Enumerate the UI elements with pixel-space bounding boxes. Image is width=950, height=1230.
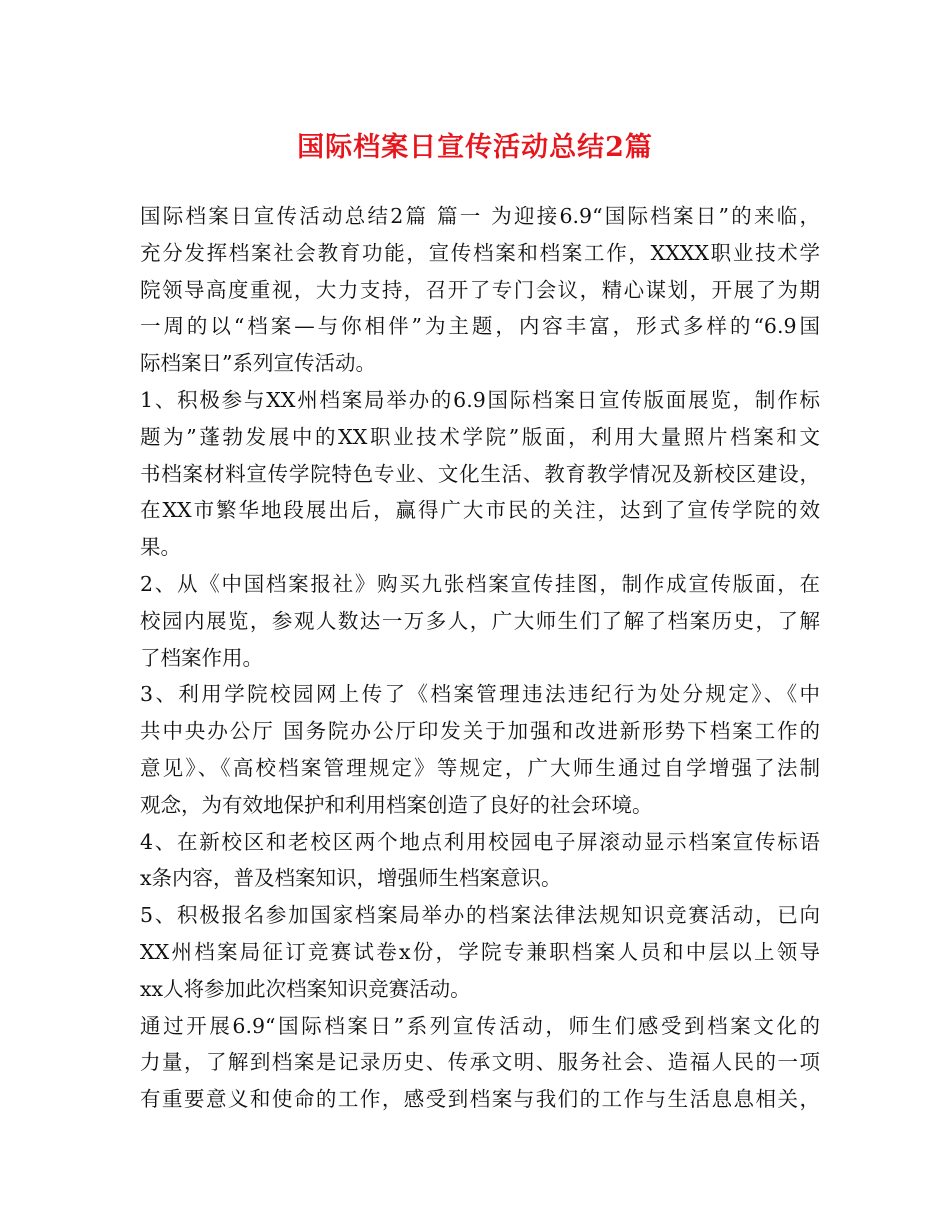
text-line: 力量，了解到档案是记录历史、传承文明、服务社会、造福人民的一项 (140, 1050, 820, 1075)
text-line: 果。 (140, 535, 181, 560)
text-line: x条内容，普及档案知识，增强师生档案意识。 (140, 866, 562, 891)
text-line: 书档案材料宣传学院特色专业、文化生活、教育教学情况及新校区建设， (140, 461, 820, 486)
text-line: 4、在新校区和老校区两个地点利用校园电子屏滚动显示档案宣传标语 (140, 829, 820, 854)
text-line: 在XX市繁华地段展出后，赢得广大市民的关注，达到了宣传学院的效 (140, 498, 820, 523)
text-line: XX州档案局征订竞赛试卷x份，学院专兼职档案人员和中层以上领导 (140, 939, 820, 964)
text-line: 有重要意义和使命的工作，感受到档案与我们的工作与生活息息相关， (140, 1087, 820, 1112)
text-line: 通过开展6.9“国际档案日”系列宣传活动，师生们感受到档案文化的 (140, 1013, 820, 1038)
text-line: 充分发挥档案社会教育功能，宣传档案和档案工作，XXXX职业技术学 (140, 240, 820, 265)
text-line: 2、从《中国档案报社》购买九张档案宣传挂图，制作成宣传版面，在 (140, 571, 820, 596)
text-line: 共中央办公厅 国务院办公厅印发关于加强和改进新形势下档案工作的 (140, 719, 820, 744)
text-line: 1、积极参与XX州档案局举办的6.9国际档案日宣传版面展览，制作标 (140, 387, 820, 412)
text-line: 意见》、《高校档案管理规定》等规定，广大师生通过自学增强了法制 (140, 755, 820, 780)
text-line: 了档案作用。 (140, 645, 263, 670)
text-line: 国际档案日宣传活动总结2篇 篇一 为迎接6.9“国际档案日”的来临， (140, 204, 820, 228)
text-line: 题为”蓬勃发展中的XX职业技术学院”版面，利用大量照片档案和文 (140, 424, 820, 449)
text-line: 3、利用学院校园网上传了《档案管理违法违纪行为处分规定》、《中 (140, 682, 820, 707)
text-line: 观念，为有效地保护和利用档案创造了良好的社会环境。 (140, 792, 653, 817)
document-body (140, 198, 820, 1118)
text-line: 一周的以“档案—与你相伴”为主题，内容丰富，形式多样的“6.9国 (140, 314, 820, 339)
text-line: 校园内展览，参观人数达一万多人，广大师生们了解了档案历史，了解 (140, 608, 820, 633)
text-line: 际档案日”系列宣传活动。 (140, 351, 376, 376)
text-line: 院领导高度重视，大力支持，召开了专门会议，精心谋划，开展了为期 (140, 277, 820, 302)
text-line: xx人将参加此次档案知识竞赛活动。 (140, 976, 471, 1001)
text-line: 5、积极报名参加国家档案局举办的档案法律法规知识竞赛活动，已向 (140, 903, 820, 928)
document-title: 国际档案日宣传活动总结2篇 (297, 132, 653, 163)
